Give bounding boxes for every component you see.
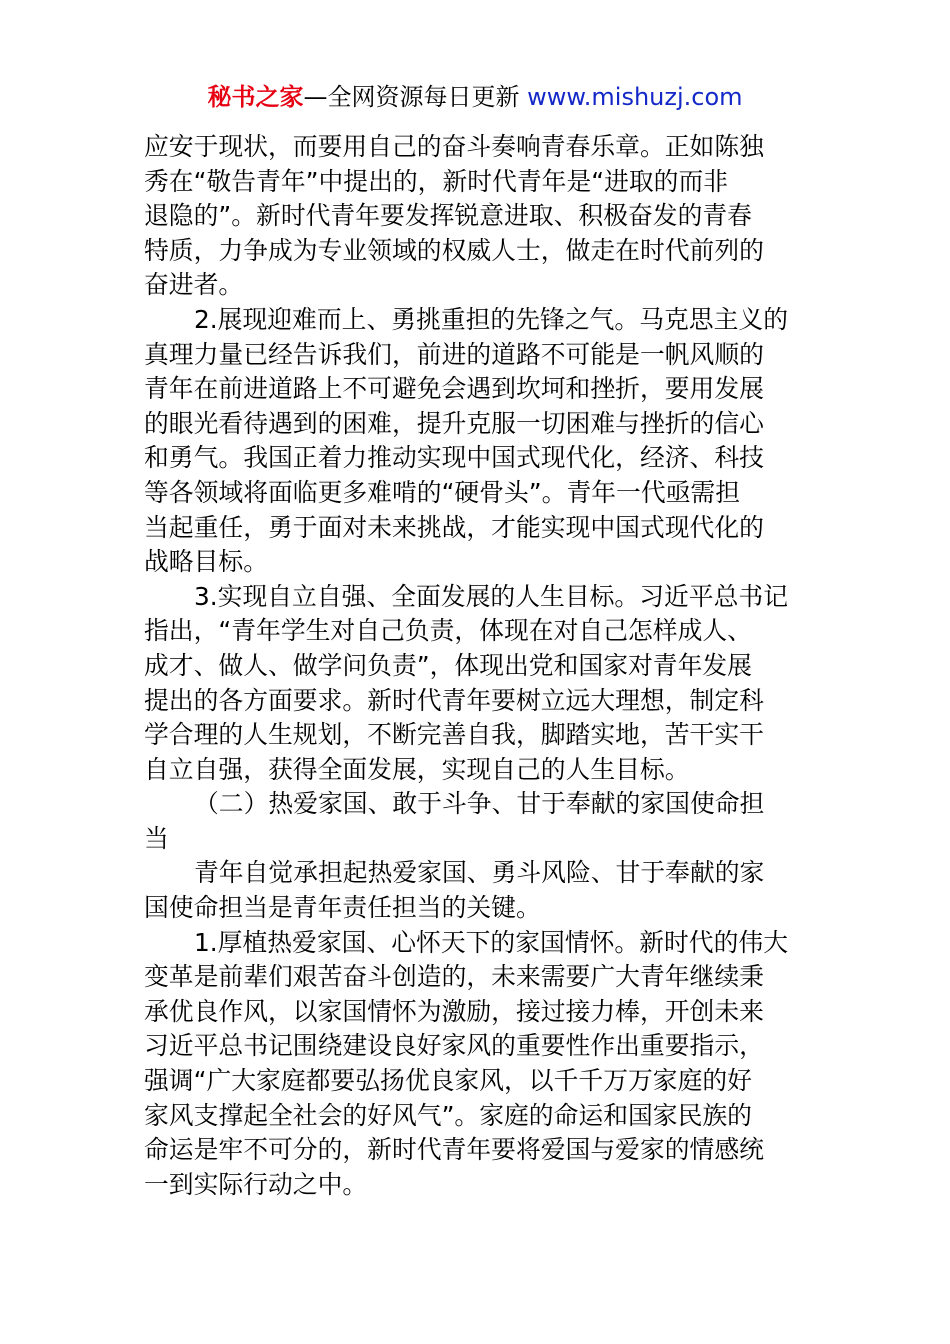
text-line: 一到实际行动之中。 xyxy=(144,1169,368,1199)
text-line: 国使命担当是青年责任担当的关键。 xyxy=(144,893,541,923)
text-line: 习近平总书记围绕建设良好家风的重要性作出重要指示， xyxy=(144,1031,764,1061)
text-line: 提出的各方面要求。新时代青年要树立远大理想，制定科 xyxy=(144,685,764,715)
section-heading-2: 2.展现迎难而上、勇挑重担的先锋之气。马克思主义的 xyxy=(194,304,788,334)
text-line: 等各领域将面临更多难啃的“硬骨头”。青年一代亟需担 xyxy=(144,477,741,507)
text-line: 退隐的”。新时代青年要发挥锐意进取、积极奋发的青春 xyxy=(144,201,752,231)
text-line: 承优良作风，以家国情怀为激励，接过接力棒，开创未来 xyxy=(144,996,764,1026)
text-line: 秀在“敬告青年”中提出的，新时代青年是“进取的而非 xyxy=(144,166,729,196)
text-line: 战略目标。 xyxy=(144,547,268,577)
header-tagline: —全网资源每日更新 xyxy=(303,83,520,111)
section-heading-3: 3.实现自立自强、全面发展的人生目标。习近平总书记 xyxy=(194,581,788,611)
text-line: 和勇气。我国正着力推动实现中国式现代化，经济、科技 xyxy=(144,443,764,473)
document-body xyxy=(144,130,809,1202)
text-line: 命运是牢不可分的，新时代青年要将爱国与爱家的情感统 xyxy=(144,1135,764,1165)
section-heading-1: 1.厚植热爱家国、心怀天下的家国情怀。新时代的伟大 xyxy=(194,927,788,957)
text-line: 学合理的人生规划，不断完善自我，脚踏实地，苦干实干 xyxy=(144,720,764,750)
subsection-heading: （二）热爱家国、敢于斗争、甘于奉献的家国使命担 xyxy=(194,789,765,819)
text-line: 应安于现状，而要用自己的奋斗奏响青春乐章。正如陈独 xyxy=(144,132,764,161)
page-header xyxy=(0,80,950,114)
text-line: 当 xyxy=(144,823,169,853)
text-line: 强调“广大家庭都要弘扬优良家风，以千千万万家庭的好 xyxy=(144,1066,752,1096)
text-line: 真理力量已经告诉我们，前进的道路不可能是一帆风顺的 xyxy=(144,339,764,369)
text-line: 成才、做人、做学问负责”，体现出党和国家对青年发展 xyxy=(144,650,752,680)
text-line: 自立自强，获得全面发展，实现自己的人生目标。 xyxy=(144,754,690,784)
site-url-link[interactable]: www.mishuzj.com xyxy=(527,83,743,111)
text-line: 指出，“青年学生对自己负责，体现在对自己怎样成人、 xyxy=(144,616,752,646)
text-line: 变革是前辈们艰苦奋斗创造的，未来需要广大青年继续秉 xyxy=(144,962,764,992)
text-line: 家风支撑起全社会的好风气”。家庭的命运和国家民族的 xyxy=(144,1100,752,1130)
text-line: 的眼光看待遇到的困难，提升克服一切困难与挫折的信心 xyxy=(144,408,764,438)
paragraph-start: 青年自觉承担起热爱家国、勇斗风险、甘于奉献的家 xyxy=(194,858,765,888)
text-line: 奋进者。 xyxy=(144,270,244,300)
text-line: 当起重任，勇于面对未来挑战，才能实现中国式现代化的 xyxy=(144,512,764,542)
brand-name: 秘书之家 xyxy=(207,83,304,111)
text-line: 特质，力争成为专业领域的权威人士，做走在时代前列的 xyxy=(144,235,764,265)
text-line: 青年在前进道路上不可避免会遇到坎坷和挫折，要用发展 xyxy=(144,374,764,404)
